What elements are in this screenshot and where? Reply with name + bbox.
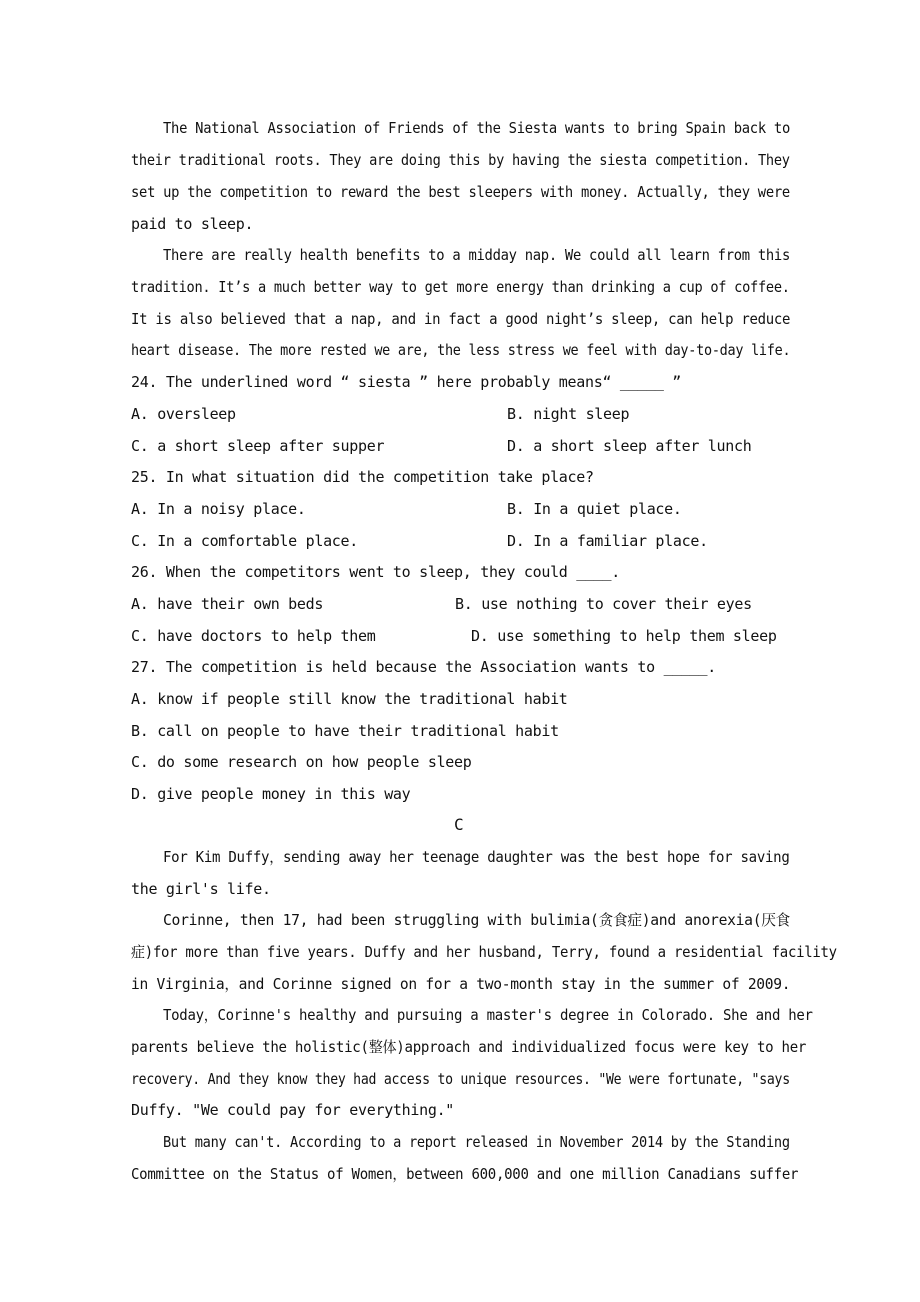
question-stem: 25. In what situation did the competition take place? <box>131 468 594 486</box>
answer-option: C. In a comfortable place. <box>131 532 359 550</box>
paragraph-line: recovery. And they know they had access to unique resources. "We were fortunate, "says <box>131 1070 790 1088</box>
answer-option: D. use something to help them sleep <box>471 627 777 645</box>
paragraph-line: parents believe the holistic(整体)approach and individualized focus were key to her <box>131 1038 807 1056</box>
paragraph-line: the girl's life. <box>131 880 271 898</box>
answer-option: A. know if people still know the traditional habit <box>131 690 568 708</box>
paragraph-line: Corinne, then 17, had been struggling with bulimia(贪食症)and anorexia(厌食 <box>163 911 791 929</box>
paragraph-line: 症)for more than five years. Duffy and her husband, Terry, found a residential facility <box>131 943 837 961</box>
answer-option: D. In a familiar place. <box>507 532 708 550</box>
paragraph-line: their traditional roots. They are doing this by having the siesta competition. They <box>131 151 790 169</box>
paragraph-line: heart disease. The more rested we are, the less stress we feel with day-to-day life. <box>131 341 791 359</box>
paragraph-line: It is also believed that a nap, and in fact a good night’s sleep, can help reduce <box>131 310 791 328</box>
answer-option: D. a short sleep after lunch <box>507 437 752 455</box>
paragraph-line: Committee on the Status of Women，between 600,000 and one million Canadians suffer <box>131 1165 799 1183</box>
answer-option: B. In a quiet place. <box>507 500 682 518</box>
paragraph-line: paid to sleep. <box>131 215 254 233</box>
answer-option: A. oversleep <box>131 405 236 423</box>
answer-option: A. have their own beds <box>131 595 324 613</box>
answer-option: C. have doctors to help them <box>131 627 376 645</box>
paragraph-line: in Virginia，and Corinne signed on for a two-month stay in the summer of 2009. <box>131 975 791 993</box>
answer-option: C. a short sleep after supper <box>131 437 385 455</box>
paragraph-line: tradition. It’s a much better way to get more energy than drinking a cup of coffee. <box>131 278 790 296</box>
question-stem: 24. The underlined word “ siesta ” here probably means“ _____ ” <box>131 373 682 391</box>
question-stem: 27. The competition is held because the Association wants to _____. <box>131 658 716 676</box>
section-heading: C <box>454 815 464 834</box>
paragraph-line: The National Association of Friends of the Siesta wants to bring Spain back to <box>163 119 791 137</box>
answer-option: C. do some research on how people sleep <box>131 753 472 771</box>
answer-option: B. night sleep <box>507 405 630 423</box>
paragraph-line: For Kim Duffy，sending away her teenage daughter was the best hope for saving <box>163 848 790 866</box>
answer-option: B. call on people to have their traditional habit <box>131 722 559 740</box>
paragraph-line: set up the competition to reward the best sleepers with money. Actually, they were <box>131 183 790 201</box>
paragraph-line: But many can't. According to a report released in November 2014 by the Standing <box>163 1133 790 1151</box>
answer-option: B. use nothing to cover their eyes <box>455 595 752 613</box>
paragraph-line: Duffy. "We could pay for everything." <box>131 1101 455 1119</box>
question-stem: 26. When the competitors went to sleep, they could ____. <box>131 563 620 581</box>
paragraph-line: Today，Corinne's healthy and pursuing a master's degree in Colorado. She and her <box>163 1006 813 1024</box>
paragraph-line: There are really health benefits to a midday nap. We could all learn from this <box>163 246 791 264</box>
answer-option: D. give people money in this way <box>131 785 411 803</box>
answer-option: A. In a noisy place. <box>131 500 306 518</box>
